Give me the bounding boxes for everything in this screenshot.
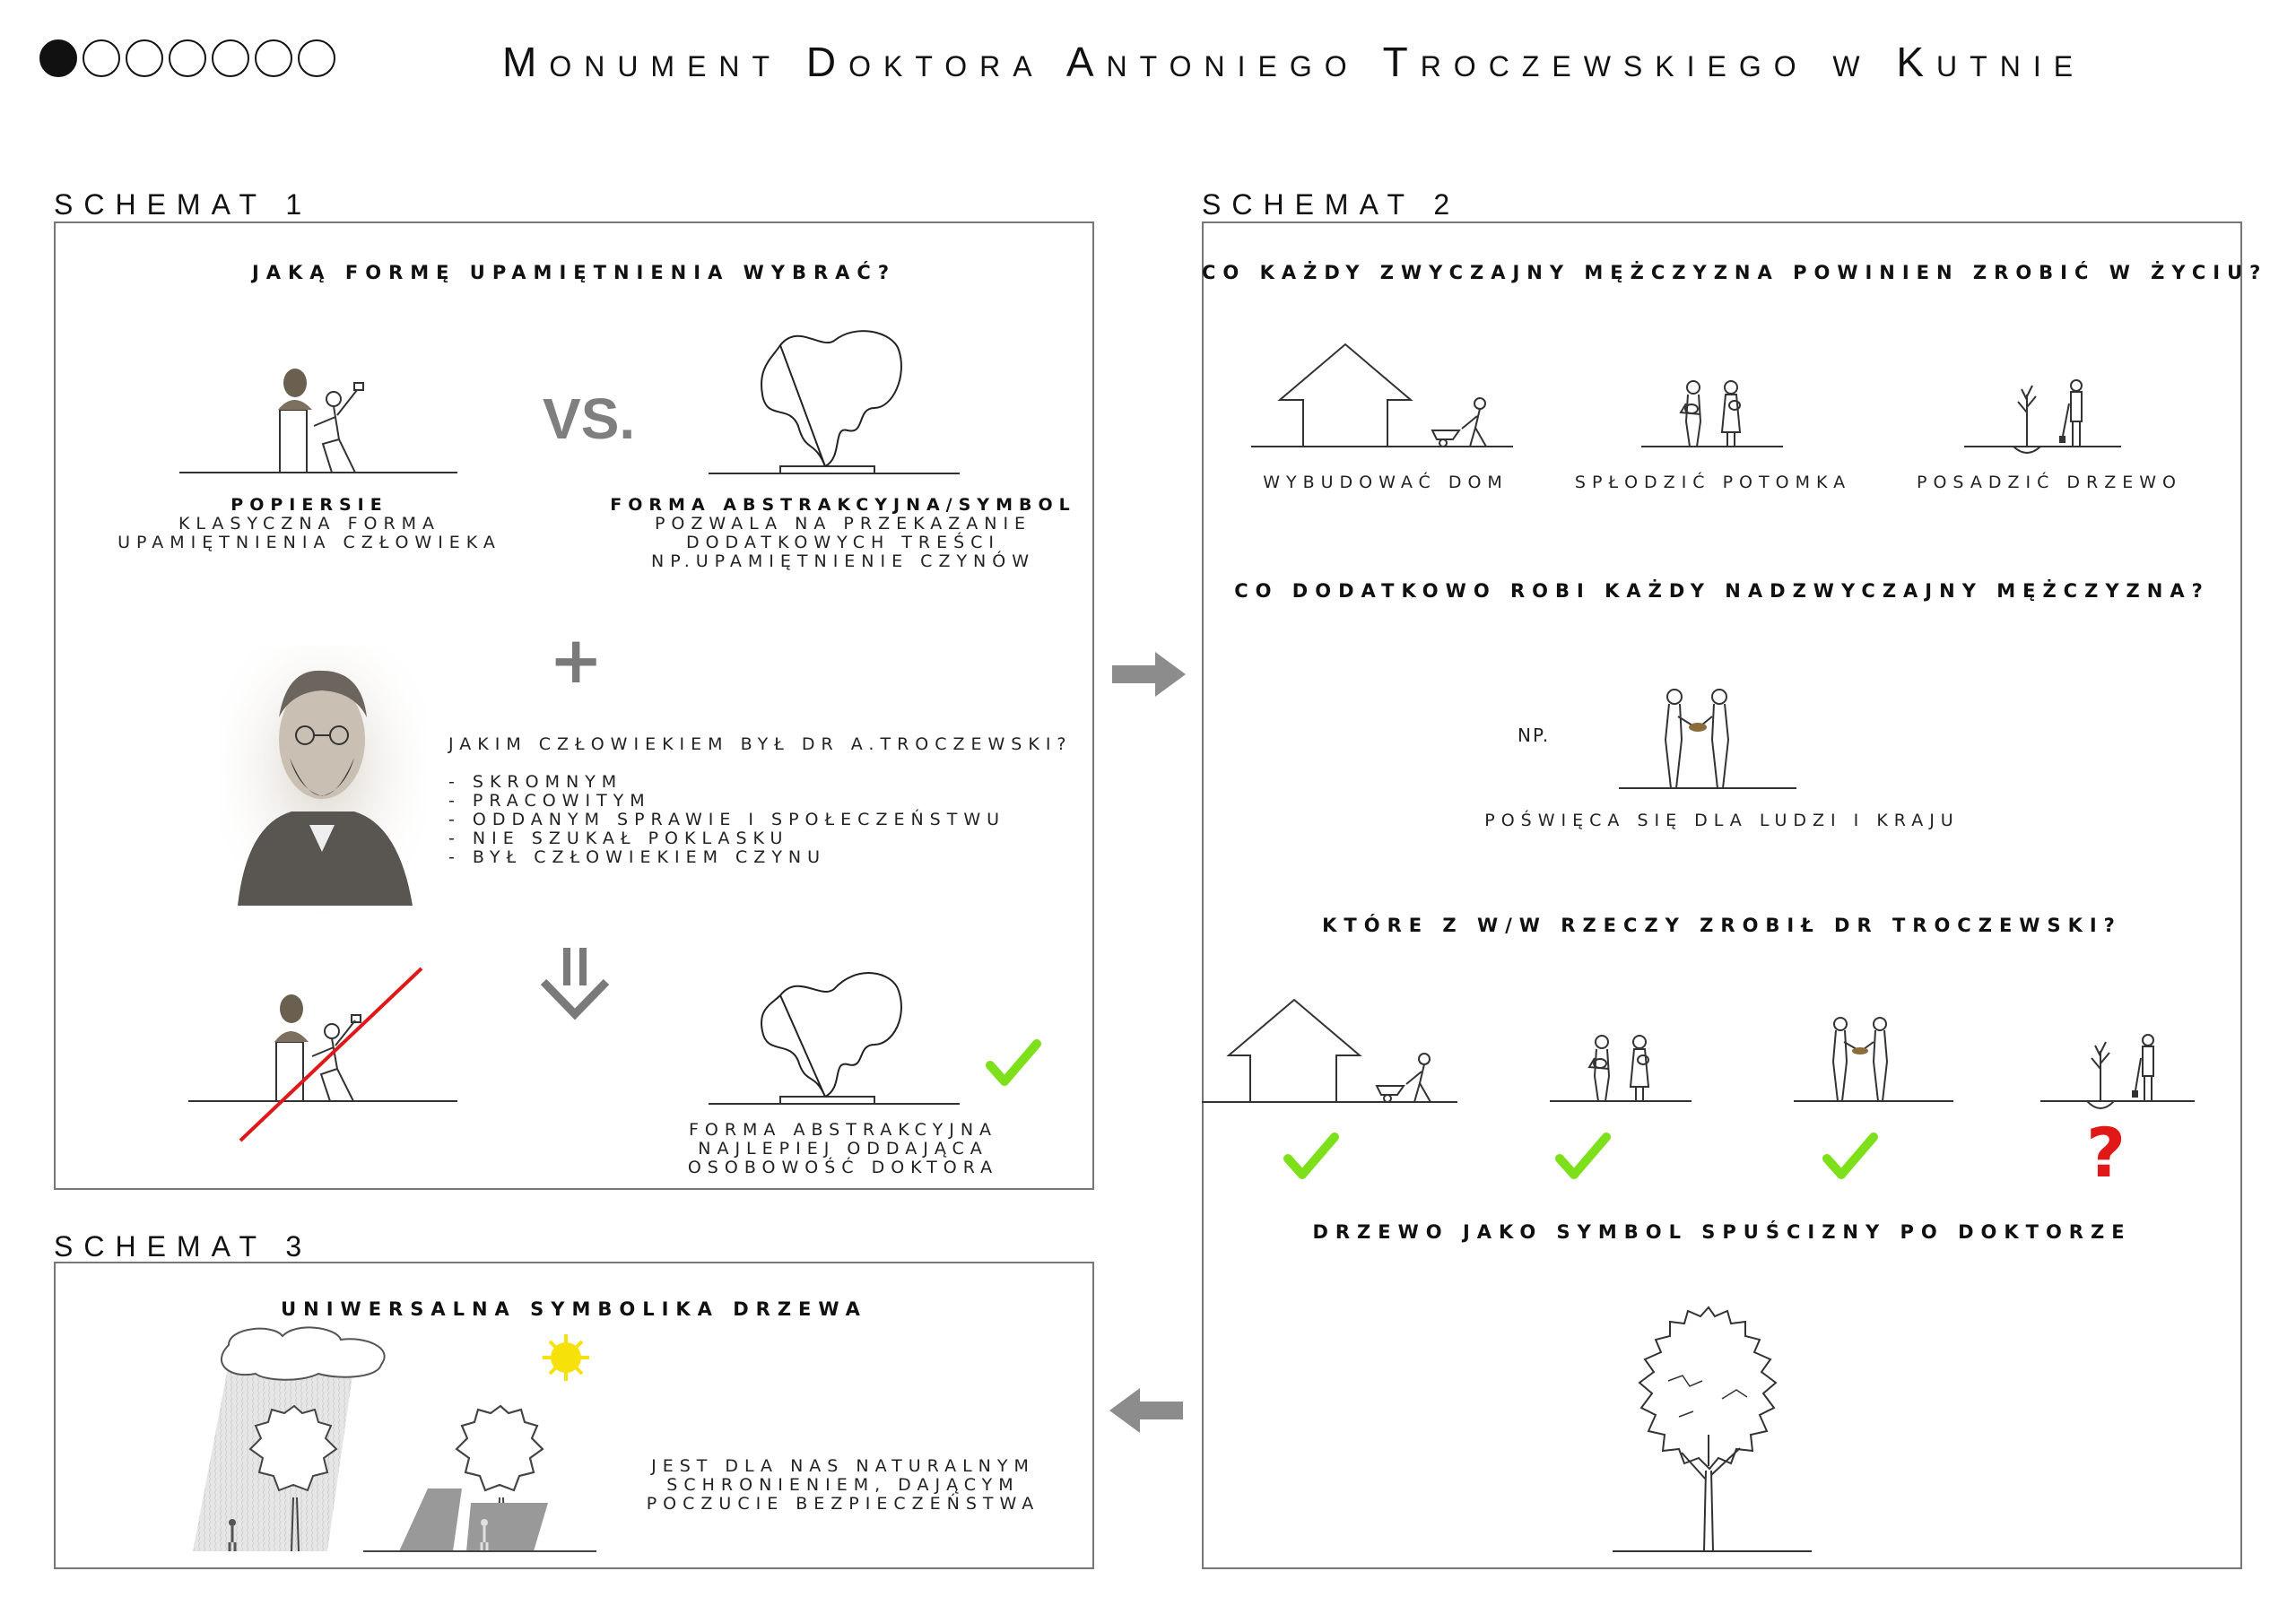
schemat2-question3: KTÓRE Z W/W RZECZY ZROBIŁ DR TROCZEWSKI?	[1322, 915, 2122, 936]
schemat3-line: SCHRONIENIEM, DAJĄCYM	[666, 1475, 1020, 1495]
arrow-right-icon	[1112, 652, 1188, 697]
np-label: NP.	[1518, 725, 1551, 746]
abstract-line: NP.UPAMIĘTNIENIE CZYNÓW	[650, 551, 1036, 571]
extra-caption: POŚWIĘCA SIĘ DLA LUDZI I KRAJU	[1484, 811, 1960, 830]
popiersie-line: KLASYCZNA FORMA	[178, 514, 441, 534]
task-label: WYBUDOWAĆ DOM	[1263, 473, 1509, 492]
arrow-left-icon	[1107, 1388, 1183, 1433]
trait-item: - BYŁ CZŁOWIEKIEM CZYNU	[448, 848, 1005, 867]
parents-child-icon	[1550, 1031, 1693, 1105]
popiersie-title: POPIERSIE	[230, 495, 388, 515]
vs-label: VS.	[543, 386, 636, 451]
check-icon	[1556, 1132, 1610, 1181]
schemat2-question2: CO DODATKOWO ROBI KAŻDY NADZWYCZAJNY MĘŻCZYZNA?	[1234, 580, 2210, 602]
schemat3-label: SCHEMAT 3	[54, 1230, 313, 1263]
trait-item: - PRACOWITYM	[448, 792, 1005, 811]
tree-symbol-caption: DRZEWO JAKO SYMBOL SPUŚCIZNY PO DOKTORZE	[1312, 1221, 2132, 1243]
house-builder-icon	[1251, 343, 1520, 450]
handing-over-icon	[1794, 1015, 1955, 1105]
schemat3-text	[628, 1457, 1058, 1514]
question-mark-icon: ?	[2086, 1113, 2126, 1193]
schemat1-label: SCHEMAT 1	[54, 188, 313, 221]
trait-item: - ODDANYM SPRAWIE I SPOŁECZEŃSTWU	[448, 811, 1005, 829]
task-label: SPŁODZIĆ POTOMKA	[1574, 473, 1852, 492]
portrait-image	[220, 646, 426, 915]
conclusion-caption	[628, 1121, 1058, 1177]
pager-dot[interactable]	[83, 39, 120, 77]
bust-sculptor-icon	[179, 354, 466, 480]
trait-item: - SKROMNYM	[448, 773, 1005, 792]
house-builder-icon	[1202, 998, 1462, 1106]
schemat1-question: JAKĄ FORMĘ UPAMIĘTNIENIA WYBRAĆ?	[251, 262, 897, 283]
pager-dot[interactable]	[298, 39, 335, 77]
check-icon	[1823, 1132, 1877, 1181]
abstract-form-icon	[700, 323, 969, 480]
page-title: Monument Doktora Antoniego Troczewskiego w Kutnie	[502, 39, 2086, 85]
plus-sign: +	[549, 622, 604, 698]
pager-dots[interactable]	[39, 39, 335, 77]
traits-list	[448, 773, 1005, 867]
abstract-line: DODATKOWYCH TREŚCI	[685, 533, 1001, 552]
tree-icon	[1596, 1300, 1830, 1556]
popiersie-caption	[99, 496, 520, 552]
pager-dot[interactable]	[169, 39, 206, 77]
schemat3-line: POCZUCIE BEZPIECZEŃSTWA	[646, 1494, 1040, 1514]
check-icon	[1284, 1132, 1338, 1181]
shelter-scene-icon	[193, 1327, 596, 1556]
abstract-line: POZWALA NA PRZEKAZANIE	[654, 514, 1032, 534]
pager-dot-active[interactable]	[39, 39, 77, 77]
abstract-title: FORMA ABSTRAKCYJNA/SYMBOL	[610, 495, 1076, 515]
handing-over-icon	[1619, 686, 1798, 792]
check-icon	[987, 1038, 1040, 1088]
conclusion-line: NAJLEPIEJ ODDAJĄCA	[698, 1139, 988, 1159]
popiersie-line: UPAMIĘTNIENIA CZŁOWIEKA	[117, 533, 501, 552]
schemat2-label: SCHEMAT 2	[1202, 188, 1461, 221]
plant-tree-icon	[2040, 1031, 2197, 1119]
abstract-form-icon	[700, 955, 969, 1107]
pager-dot[interactable]	[212, 39, 249, 77]
sun-icon	[543, 1334, 589, 1381]
conclusion-line: OSOBOWOŚĆ DOKTORA	[687, 1158, 999, 1177]
abstract-caption	[610, 496, 1076, 571]
schemat2-question1: CO KAŻDY ZWYCZAJNY MĘŻCZYZNA POWINIEN ZROBIĆ W ŻYCIU?	[1202, 262, 2268, 283]
trait-item: - NIE SZUKAŁ POKLASKU	[448, 829, 1005, 848]
parents-child-icon	[1641, 377, 1785, 450]
schemat3-line: JEST DLA NAS NATURALNYM	[651, 1456, 1035, 1476]
crossed-bust-icon	[179, 968, 466, 1148]
pager-dot[interactable]	[126, 39, 163, 77]
conclusion-line: FORMA ABSTRAKCYJNA	[688, 1120, 998, 1140]
schemat3-title: UNIWERSALNA SYMBOLIKA DRZEWA	[281, 1298, 867, 1320]
implies-arrow-icon	[540, 946, 612, 1018]
pager-dot[interactable]	[255, 39, 292, 77]
plant-tree-icon	[1964, 377, 2126, 450]
task-label: POSADZIĆ DRZEWO	[1917, 473, 2182, 492]
person-question: JAKIM CZŁOWIEKIEM BYŁ DR A.TROCZEWSKI?	[448, 734, 1073, 754]
